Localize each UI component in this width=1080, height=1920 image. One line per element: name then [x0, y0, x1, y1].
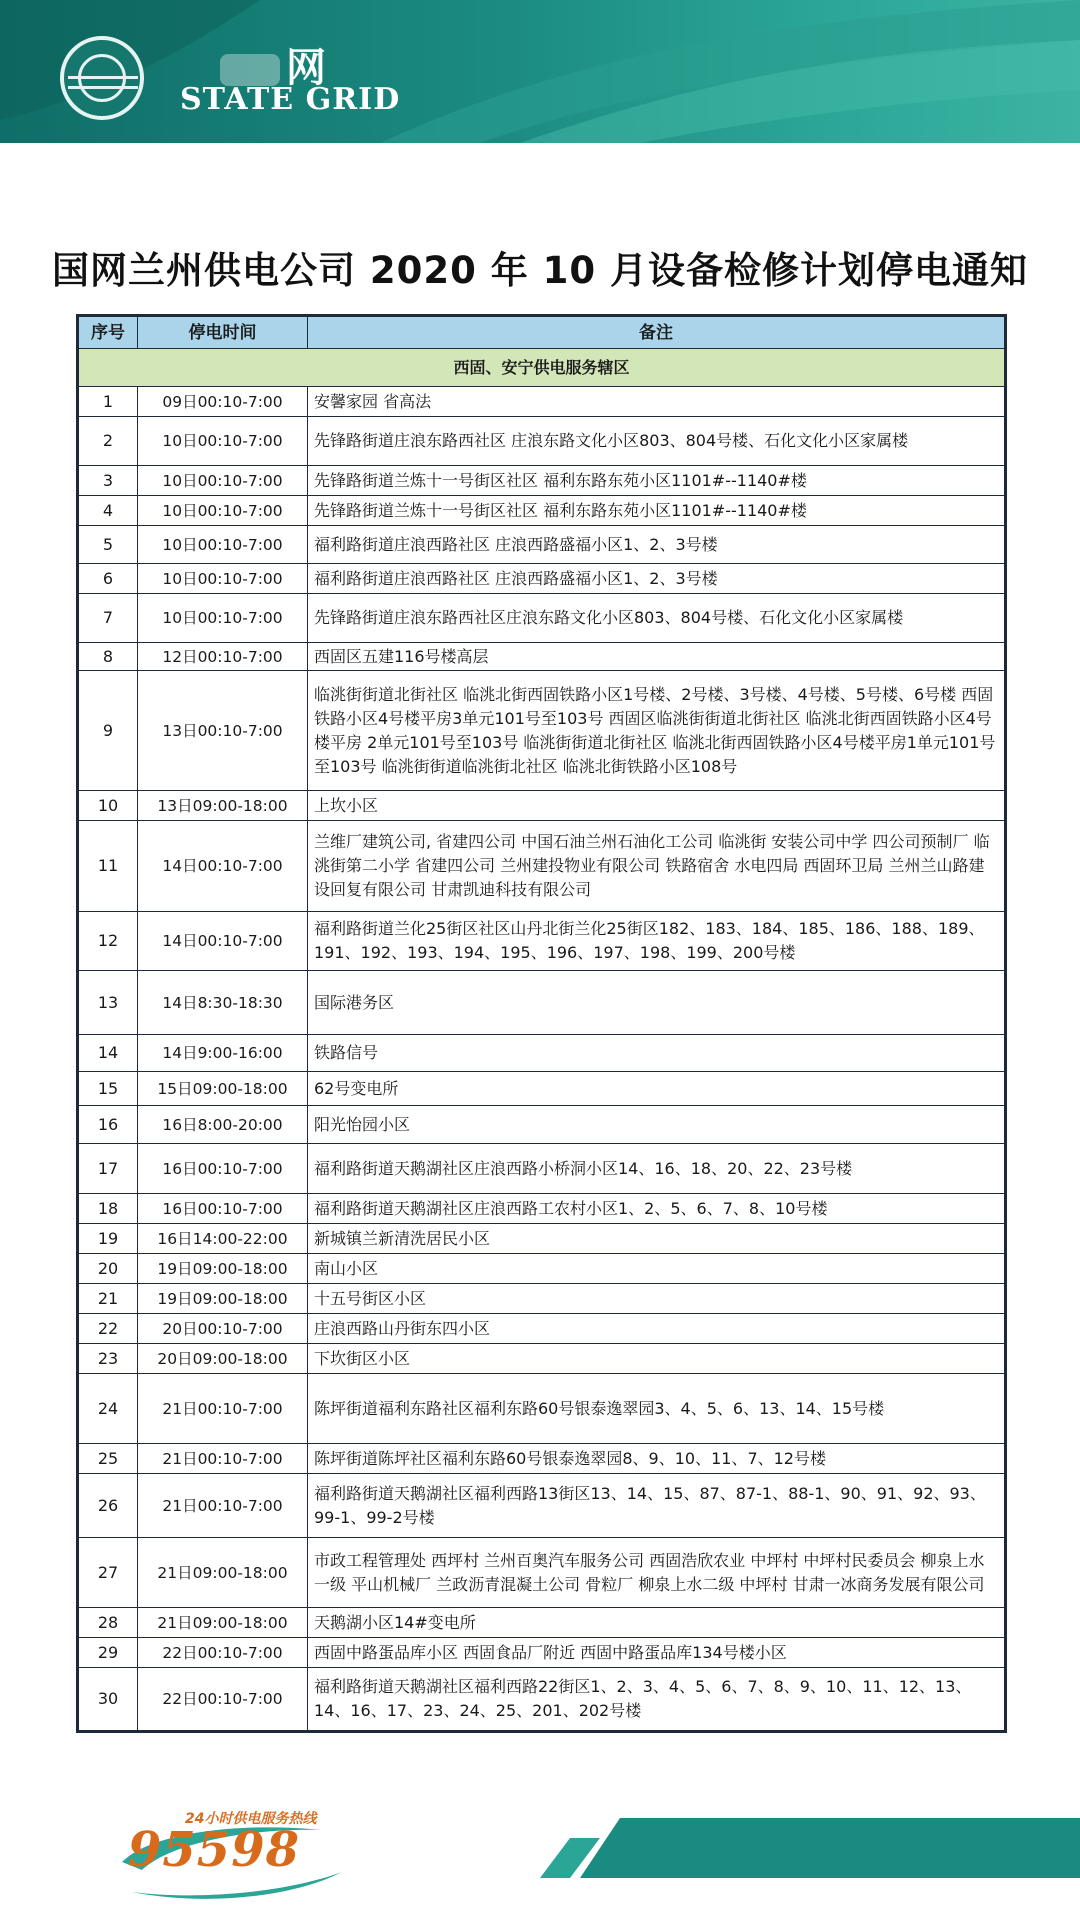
- row-number: 23: [78, 1344, 138, 1374]
- table-row: [78, 1035, 1006, 1072]
- table-row: [78, 1144, 1006, 1194]
- row-number: 28: [78, 1608, 138, 1638]
- table-row: [78, 1344, 1006, 1374]
- table-row: [78, 387, 1006, 417]
- outage-time: 15日09:00-18:00: [138, 1072, 308, 1106]
- banner-wave-decoration: [0, 0, 1080, 143]
- row-number: 2: [78, 417, 138, 466]
- page-title: 国网兰州供电公司 2020 年 10 月设备检修计划停电通知: [52, 249, 1028, 292]
- outage-time: 21日00:10-7:00: [138, 1474, 308, 1538]
- table-row: [78, 1072, 1006, 1106]
- outage-time: 10日00:10-7:00: [138, 594, 308, 643]
- row-number: 25: [78, 1444, 138, 1474]
- outage-time: 09日00:10-7:00: [138, 387, 308, 417]
- table-row: [78, 526, 1006, 564]
- table-row: [78, 643, 1006, 671]
- affected-area: 国际港务区: [308, 971, 1006, 1035]
- outage-time: 19日09:00-18:00: [138, 1254, 308, 1284]
- row-number: 24: [78, 1374, 138, 1444]
- row-number: 11: [78, 821, 138, 912]
- affected-area: 先锋路街道兰炼十一号街区社区 福利东路东苑小区1101#--1140#楼: [308, 496, 1006, 526]
- row-number: 16: [78, 1106, 138, 1144]
- affected-area: 上坎小区: [308, 791, 1006, 821]
- outage-time: 16日14:00-22:00: [138, 1224, 308, 1254]
- table-row: [78, 466, 1006, 496]
- affected-area: 西固中路蛋品库小区 西固食品厂附近 西固中路蛋品库134号楼小区: [308, 1638, 1006, 1668]
- outage-table-container: [76, 314, 1004, 1733]
- affected-area: 福利路街道庄浪西路社区 庄浪西路盛福小区1、2、3号楼: [308, 526, 1006, 564]
- row-number: 3: [78, 466, 138, 496]
- table-row: [78, 1254, 1006, 1284]
- outage-time: 10日00:10-7:00: [138, 564, 308, 594]
- outage-time: 14日00:10-7:00: [138, 821, 308, 912]
- affected-area: 福利路街道天鹅湖社区庄浪西路工农村小区1、2、5、6、7、8、10号楼: [308, 1194, 1006, 1224]
- row-number: 26: [78, 1474, 138, 1538]
- outage-time: 14日8:30-18:30: [138, 971, 308, 1035]
- outage-time: 20日00:10-7:00: [138, 1314, 308, 1344]
- table-row: [78, 1444, 1006, 1474]
- row-number: 20: [78, 1254, 138, 1284]
- outage-time: 14日9:00-16:00: [138, 1035, 308, 1072]
- affected-area: 安馨家园 省高法: [308, 387, 1006, 417]
- section-row: [78, 349, 1006, 387]
- row-number: 8: [78, 643, 138, 671]
- outage-time: 22日00:10-7:00: [138, 1638, 308, 1668]
- table-row: [78, 912, 1006, 971]
- row-number: 22: [78, 1314, 138, 1344]
- outage-time: 22日00:10-7:00: [138, 1668, 308, 1732]
- row-number: 27: [78, 1538, 138, 1608]
- outage-time: 13日00:10-7:00: [138, 671, 308, 791]
- table-row: [78, 594, 1006, 643]
- header-time: 停电时间: [138, 316, 308, 349]
- outage-time: 21日00:10-7:00: [138, 1374, 308, 1444]
- state-grid-logo: [60, 36, 144, 120]
- row-number: 21: [78, 1284, 138, 1314]
- table-row: [78, 791, 1006, 821]
- affected-area: 兰维厂建筑公司, 省建四公司 中国石油兰州石油化工公司 临洮街 安装公司中学 四公司预制厂 临洮街第二小学 省建四公司 兰州建投物业有限公司 铁路宿舍 水电四局 西固环卫局 兰州兰山路建设回复有限公司 甘肃凯迪科技有限公司: [308, 821, 1006, 912]
- outage-time: 13日09:00-18:00: [138, 791, 308, 821]
- outage-time: 10日00:10-7:00: [138, 417, 308, 466]
- footer-band-decoration: [540, 1818, 1080, 1878]
- affected-area: 西固区五建116号楼高层: [308, 643, 1006, 671]
- table-row: [78, 1106, 1006, 1144]
- affected-area: 阳光怡园小区: [308, 1106, 1006, 1144]
- table-row: [78, 496, 1006, 526]
- table-row: [78, 1284, 1006, 1314]
- outage-time: 16日00:10-7:00: [138, 1144, 308, 1194]
- affected-area: 南山小区: [308, 1254, 1006, 1284]
- affected-area: 福利路街道兰化25街区社区山丹北街兰化25街区182、183、184、185、186、188、189、191、192、193、194、195、196、197、198、199、200号楼: [308, 912, 1006, 971]
- affected-area: 十五号街区小区: [308, 1284, 1006, 1314]
- outage-time: 20日09:00-18:00: [138, 1344, 308, 1374]
- affected-area: 陈坪街道陈坪社区福利东路60号银泰逸翠园8、9、10、11、7、12号楼: [308, 1444, 1006, 1474]
- row-number: 14: [78, 1035, 138, 1072]
- row-number: 19: [78, 1224, 138, 1254]
- affected-area: 庄浪西路山丹街东四小区: [308, 1314, 1006, 1344]
- affected-area: 铁路信号: [308, 1035, 1006, 1072]
- table-row: [78, 1374, 1006, 1444]
- affected-area: 先锋路街道庄浪东路西社区 庄浪东路文化小区803、804号楼、石化文化小区家属楼: [308, 417, 1006, 466]
- table-row: [78, 1638, 1006, 1668]
- outage-time: 14日00:10-7:00: [138, 912, 308, 971]
- affected-area: 天鹅湖小区14#变电所: [308, 1608, 1006, 1638]
- outage-time: 21日09:00-18:00: [138, 1538, 308, 1608]
- affected-area: 陈坪街道福利东路社区福利东路60号银泰逸翠园3、4、5、6、13、14、15号楼: [308, 1374, 1006, 1444]
- row-number: 1: [78, 387, 138, 417]
- header-no: 序号: [78, 316, 138, 349]
- row-number: 12: [78, 912, 138, 971]
- table-row: [78, 971, 1006, 1035]
- section-title: 西固、安宁供电服务辖区: [78, 349, 1006, 387]
- row-number: 4: [78, 496, 138, 526]
- table-row: [78, 1314, 1006, 1344]
- table-row: [78, 1538, 1006, 1608]
- affected-area: 临洮街街道北街社区 临洮北街西固铁路小区1号楼、2号楼、3号楼、4号楼、5号楼、6号楼 西固铁路小区4号楼平房3单元101号至103号 西固区临洮街街道北街社区 临洮北街西固铁路小区4号楼平房 2单元101号至103号 临洮街街道北街社区 临洮北街西固铁路小区4号楼平房1单元101号至103号 临洮街街道临洮街北社区 临洮北街铁路小区108号: [308, 671, 1006, 791]
- affected-area: 福利路街道天鹅湖社区福利西路22街区1、2、3、4、5、6、7、8、9、10、11、12、13、14、16、17、23、24、25、201、202号楼: [308, 1668, 1006, 1732]
- row-number: 6: [78, 564, 138, 594]
- table-row: [78, 1668, 1006, 1732]
- header-banner: [0, 0, 1080, 143]
- affected-area: 福利路街道天鹅湖社区福利西路13街区13、14、15、87、87-1、88-1、90、91、92、93、99-1、99-2号楼: [308, 1474, 1006, 1538]
- outage-time: 21日09:00-18:00: [138, 1608, 308, 1638]
- table-row: [78, 1194, 1006, 1224]
- brand-name-en: STATE GRID: [180, 82, 401, 117]
- row-number: 29: [78, 1638, 138, 1668]
- outage-time: 21日00:10-7:00: [138, 1444, 308, 1474]
- row-number: 9: [78, 671, 138, 791]
- affected-area: 福利路街道天鹅湖社区庄浪西路小桥洞小区14、16、18、20、22、23号楼: [308, 1144, 1006, 1194]
- affected-area: 福利路街道庄浪西路社区 庄浪西路盛福小区1、2、3号楼: [308, 564, 1006, 594]
- hotline-tagline: 24小时供电服务热线: [185, 1811, 317, 1827]
- affected-area: 市政工程管理处 西坪村 兰州百奥汽车服务公司 西固浩欣农业 中坪村 中坪村民委员会 柳泉上水一级 平山机械厂 兰政沥青混凝土公司 骨粒厂 柳泉上水二级 中坪村 甘肃一冰商务发展有限公司: [308, 1538, 1006, 1608]
- table-row: [78, 1224, 1006, 1254]
- row-number: 15: [78, 1072, 138, 1106]
- outage-time: 10日00:10-7:00: [138, 496, 308, 526]
- row-number: 13: [78, 971, 138, 1035]
- table-row: [78, 417, 1006, 466]
- hotline-number: 95598: [128, 1822, 300, 1878]
- outage-time: 10日00:10-7:00: [138, 466, 308, 496]
- table-row: [78, 1474, 1006, 1538]
- affected-area: 先锋路街道兰炼十一号街区社区 福利东路东苑小区1101#--1140#楼: [308, 466, 1006, 496]
- table-row: [78, 821, 1006, 912]
- outage-time: 12日00:10-7:00: [138, 643, 308, 671]
- row-number: 17: [78, 1144, 138, 1194]
- row-number: 18: [78, 1194, 138, 1224]
- table-row: [78, 1608, 1006, 1638]
- outage-time: 16日00:10-7:00: [138, 1194, 308, 1224]
- brand-name-cn: 网: [300, 36, 342, 93]
- row-number: 5: [78, 526, 138, 564]
- table-row: [78, 671, 1006, 791]
- row-number: 7: [78, 594, 138, 643]
- outage-time: 16日8:00-20:00: [138, 1106, 308, 1144]
- outage-time: 19日09:00-18:00: [138, 1284, 308, 1314]
- row-number: 30: [78, 1668, 138, 1732]
- affected-area: 下坎街区小区: [308, 1344, 1006, 1374]
- table-header-row: [78, 316, 1006, 349]
- affected-area: 新城镇兰新清洗居民小区: [308, 1224, 1006, 1254]
- row-number: 10: [78, 791, 138, 821]
- affected-area: 62号变电所: [308, 1072, 1006, 1106]
- outage-schedule-table: [76, 314, 1007, 1733]
- affected-area: 先锋路街道庄浪东路西社区庄浪东路文化小区803、804号楼、石化文化小区家属楼: [308, 594, 1006, 643]
- header-note: 备注: [308, 316, 1006, 349]
- outage-time: 10日00:10-7:00: [138, 526, 308, 564]
- table-row: [78, 564, 1006, 594]
